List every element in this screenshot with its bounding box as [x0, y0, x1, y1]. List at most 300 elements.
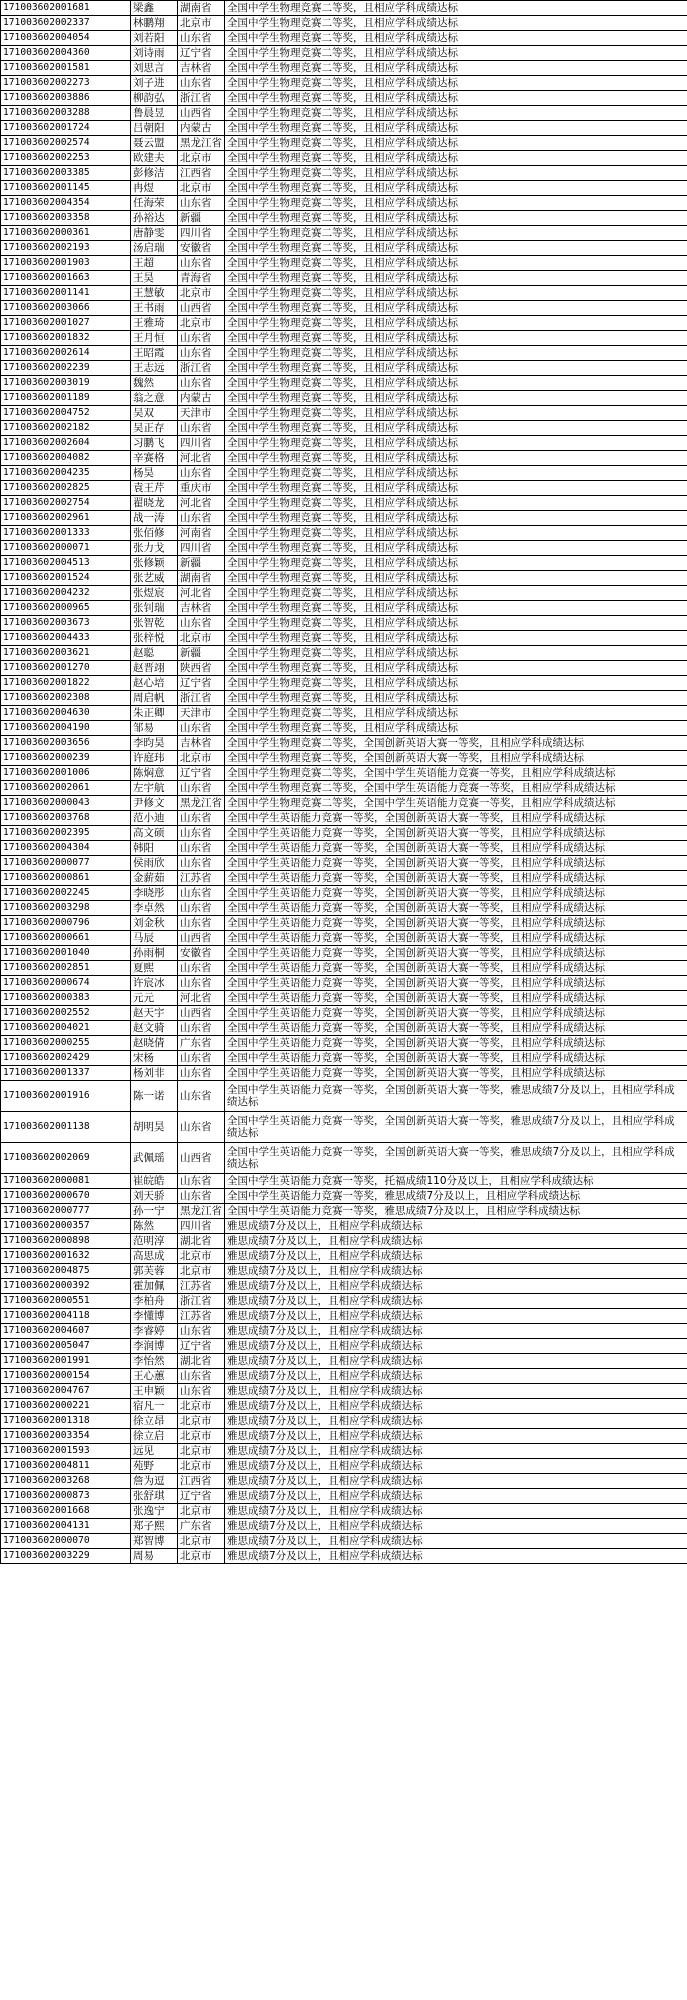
cell-exam-id: 171003602004082	[1, 451, 131, 466]
cell-name: 许庭玮	[131, 751, 178, 766]
table-row	[1, 1219, 687, 1234]
cell-award: 全国中学生物理竞赛二等奖，全国中学生英语能力竞赛一等奖，且相应学科成绩达标	[225, 796, 687, 811]
table-row	[1, 331, 687, 346]
cell-award: 全国中学生物理竞赛二等奖，且相应学科成绩达标	[225, 331, 687, 346]
cell-exam-id: 171003602002061	[1, 781, 131, 796]
cell-exam-id: 171003602000077	[1, 856, 131, 871]
table-row	[1, 946, 687, 961]
cell-exam-id: 171003602001333	[1, 526, 131, 541]
cell-name: 张佰修	[131, 526, 178, 541]
cell-province: 山东省	[178, 811, 225, 826]
cell-province: 北京市	[178, 181, 225, 196]
cell-name: 马辰	[131, 931, 178, 946]
table-row	[1, 436, 687, 451]
cell-province: 北京市	[178, 16, 225, 31]
cell-name: 辛赛格	[131, 451, 178, 466]
cell-province: 北京市	[178, 1459, 225, 1474]
cell-province: 辽宁省	[178, 766, 225, 781]
cell-award: 全国中学生物理竞赛二等奖，且相应学科成绩达标	[225, 46, 687, 61]
cell-exam-id: 171003602002193	[1, 241, 131, 256]
cell-award: 全国中学生物理竞赛二等奖，且相应学科成绩达标	[225, 406, 687, 421]
cell-province: 内蒙古	[178, 121, 225, 136]
cell-name: 王雅琦	[131, 316, 178, 331]
cell-exam-id: 171003602004607	[1, 1324, 131, 1339]
cell-award: 雅思成绩7分及以上，且相应学科成绩达标	[225, 1414, 687, 1429]
cell-exam-id: 171003602001337	[1, 1066, 131, 1081]
cell-name: 胡明昊	[131, 1112, 178, 1143]
table-row	[1, 1021, 687, 1036]
cell-name: 唐静雯	[131, 226, 178, 241]
table-row	[1, 241, 687, 256]
table-row	[1, 1324, 687, 1339]
cell-award: 全国中学生物理竞赛二等奖，且相应学科成绩达标	[225, 676, 687, 691]
table-row	[1, 451, 687, 466]
cell-exam-id: 171003602001141	[1, 286, 131, 301]
table-row	[1, 826, 687, 841]
table-row	[1, 1234, 687, 1249]
cell-award: 全国中学生物理竞赛二等奖，且相应学科成绩达标	[225, 31, 687, 46]
cell-award: 雅思成绩7分及以上，且相应学科成绩达标	[225, 1234, 687, 1249]
table-row	[1, 571, 687, 586]
cell-name: 张艺威	[131, 571, 178, 586]
cell-province: 黑龙江省	[178, 136, 225, 151]
cell-exam-id: 171003602004118	[1, 1309, 131, 1324]
cell-exam-id: 171003602000873	[1, 1489, 131, 1504]
table-row	[1, 466, 687, 481]
cell-award: 全国中学生英语能力竞赛一等奖，全国创新英语大赛一等奖，且相应学科成绩达标	[225, 1036, 687, 1051]
cell-exam-id: 171003602002825	[1, 481, 131, 496]
cell-exam-id: 171003602001991	[1, 1354, 131, 1369]
table-row	[1, 1279, 687, 1294]
cell-name: 冉煜	[131, 181, 178, 196]
cell-province: 辽宁省	[178, 1489, 225, 1504]
cell-exam-id: 171003602002574	[1, 136, 131, 151]
cell-name: 王慧敏	[131, 286, 178, 301]
cell-award: 雅思成绩7分及以上，且相应学科成绩达标	[225, 1519, 687, 1534]
table-row	[1, 316, 687, 331]
table-row	[1, 706, 687, 721]
cell-province: 北京市	[178, 631, 225, 646]
table-row	[1, 1429, 687, 1444]
cell-name: 吴双	[131, 406, 178, 421]
cell-name: 张钊瑞	[131, 601, 178, 616]
table-row	[1, 1384, 687, 1399]
table-row	[1, 721, 687, 736]
cell-province: 辽宁省	[178, 1339, 225, 1354]
cell-award: 全国中学生物理竞赛二等奖，且相应学科成绩达标	[225, 721, 687, 736]
table-row	[1, 691, 687, 706]
cell-name: 张舒琪	[131, 1489, 178, 1504]
cell-name: 赵文骑	[131, 1021, 178, 1036]
table-row	[1, 811, 687, 826]
table-row	[1, 961, 687, 976]
table-row	[1, 1143, 687, 1174]
table-row	[1, 991, 687, 1006]
cell-name: 赵晓倩	[131, 1036, 178, 1051]
cell-province: 山东省	[178, 1021, 225, 1036]
cell-award: 全国中学生英语能力竞赛一等奖，雅思成绩7分及以上，且相应学科成绩达标	[225, 1204, 687, 1219]
cell-exam-id: 171003602003768	[1, 811, 131, 826]
cell-name: 左宇航	[131, 781, 178, 796]
table-row	[1, 1174, 687, 1189]
cell-award: 全国中学生物理竞赛二等奖，且相应学科成绩达标	[225, 556, 687, 571]
cell-exam-id: 171003602001663	[1, 271, 131, 286]
cell-exam-id: 171003602002182	[1, 421, 131, 436]
cell-province: 山东省	[178, 886, 225, 901]
table-row	[1, 931, 687, 946]
table-row	[1, 916, 687, 931]
table-row	[1, 406, 687, 421]
cell-exam-id: 171003602004875	[1, 1264, 131, 1279]
cell-name: 李怡然	[131, 1354, 178, 1369]
table-row	[1, 361, 687, 376]
cell-name: 武佩瑶	[131, 1143, 178, 1174]
cell-province: 北京市	[178, 1399, 225, 1414]
cell-exam-id: 171003602004752	[1, 406, 131, 421]
cell-province: 青海省	[178, 271, 225, 286]
cell-name: 张力戈	[131, 541, 178, 556]
cell-exam-id: 171003602004021	[1, 1021, 131, 1036]
cell-province: 北京市	[178, 1249, 225, 1264]
cell-award: 全国中学生英语能力竞赛一等奖，全国创新英语大赛一等奖，且相应学科成绩达标	[225, 841, 687, 856]
cell-province: 辽宁省	[178, 46, 225, 61]
table-row	[1, 1264, 687, 1279]
cell-exam-id: 171003602001524	[1, 571, 131, 586]
cell-award: 雅思成绩7分及以上，且相应学科成绩达标	[225, 1504, 687, 1519]
table-row	[1, 1006, 687, 1021]
table-row	[1, 871, 687, 886]
cell-exam-id: 171003602002069	[1, 1143, 131, 1174]
cell-award: 全国中学生英语能力竞赛一等奖，全国创新英语大赛一等奖，雅思成绩7分及以上，且相应学科成绩达标	[225, 1081, 687, 1112]
cell-name: 陈然	[131, 1219, 178, 1234]
cell-province: 河南省	[178, 526, 225, 541]
cell-province: 黑龙江省	[178, 1204, 225, 1219]
cell-award: 全国中学生物理竞赛二等奖，且相应学科成绩达标	[225, 571, 687, 586]
cell-name: 李昀昊	[131, 736, 178, 751]
cell-name: 詹为逗	[131, 1474, 178, 1489]
cell-name: 许宸冰	[131, 976, 178, 991]
cell-exam-id: 171003602000043	[1, 796, 131, 811]
cell-province: 山东省	[178, 616, 225, 631]
table-row	[1, 256, 687, 271]
table-row	[1, 286, 687, 301]
cell-exam-id: 171003602003673	[1, 616, 131, 631]
table-row	[1, 271, 687, 286]
cell-name: 刘天骄	[131, 1189, 178, 1204]
cell-name: 孙一宁	[131, 1204, 178, 1219]
cell-exam-id: 171003602004630	[1, 706, 131, 721]
cell-name: 陈焖意	[131, 766, 178, 781]
cell-exam-id: 171003602001724	[1, 121, 131, 136]
cell-name: 邹易	[131, 721, 178, 736]
cell-exam-id: 171003602000777	[1, 1204, 131, 1219]
table-row	[1, 601, 687, 616]
cell-name: 袁王芹	[131, 481, 178, 496]
cell-award: 全国中学生物理竞赛二等奖，且相应学科成绩达标	[225, 241, 687, 256]
table-row	[1, 511, 687, 526]
cell-award: 雅思成绩7分及以上，且相应学科成绩达标	[225, 1294, 687, 1309]
cell-award: 全国中学生物理竞赛二等奖，且相应学科成绩达标	[225, 526, 687, 541]
cell-award: 全国中学生英语能力竞赛一等奖，全国创新英语大赛一等奖，且相应学科成绩达标	[225, 811, 687, 826]
cell-exam-id: 171003602004131	[1, 1519, 131, 1534]
cell-province: 吉林省	[178, 61, 225, 76]
cell-name: 战一涛	[131, 511, 178, 526]
cell-award: 全国中学生英语能力竞赛一等奖，全国创新英语大赛一等奖，且相应学科成绩达标	[225, 916, 687, 931]
cell-exam-id: 171003602003288	[1, 106, 131, 121]
cell-exam-id: 171003602003886	[1, 91, 131, 106]
cell-exam-id: 171003602000551	[1, 1294, 131, 1309]
cell-award: 雅思成绩7分及以上，且相应学科成绩达标	[225, 1549, 687, 1564]
cell-exam-id: 171003602003066	[1, 301, 131, 316]
cell-award: 雅思成绩7分及以上，且相应学科成绩达标	[225, 1474, 687, 1489]
table-row	[1, 181, 687, 196]
cell-award: 雅思成绩7分及以上，且相应学科成绩达标	[225, 1249, 687, 1264]
cell-award: 全国中学生物理竞赛二等奖，且相应学科成绩达标	[225, 16, 687, 31]
cell-name: 汤启瑞	[131, 241, 178, 256]
cell-award: 全国中学生物理竞赛二等奖，且相应学科成绩达标	[225, 646, 687, 661]
cell-province: 北京市	[178, 316, 225, 331]
cell-award: 全国中学生英语能力竞赛一等奖，全国创新英语大赛一等奖，且相应学科成绩达标	[225, 901, 687, 916]
cell-province: 湖北省	[178, 1234, 225, 1249]
cell-name: 宋杨	[131, 1051, 178, 1066]
table-row	[1, 796, 687, 811]
cell-award: 全国中学生物理竞赛二等奖，且相应学科成绩达标	[225, 226, 687, 241]
cell-exam-id: 171003602004354	[1, 196, 131, 211]
cell-province: 山东省	[178, 196, 225, 211]
table-row	[1, 1549, 687, 1564]
cell-award: 雅思成绩7分及以上，且相应学科成绩达标	[225, 1324, 687, 1339]
cell-award: 雅思成绩7分及以上，且相应学科成绩达标	[225, 1354, 687, 1369]
cell-award: 全国中学生物理竞赛二等奖，且相应学科成绩达标	[225, 541, 687, 556]
cell-exam-id: 171003602003656	[1, 736, 131, 751]
cell-award: 全国中学生物理竞赛二等奖，且相应学科成绩达标	[225, 421, 687, 436]
cell-exam-id: 171003602002245	[1, 886, 131, 901]
cell-province: 山东省	[178, 1384, 225, 1399]
cell-name: 刘金秋	[131, 916, 178, 931]
table-row	[1, 421, 687, 436]
cell-province: 河北省	[178, 991, 225, 1006]
cell-province: 湖南省	[178, 571, 225, 586]
cell-name: 刘思言	[131, 61, 178, 76]
cell-award: 全国中学生物理竞赛二等奖，且相应学科成绩达标	[225, 316, 687, 331]
cell-name: 吕朝阳	[131, 121, 178, 136]
table-row	[1, 346, 687, 361]
cell-province: 湖南省	[178, 1, 225, 16]
cell-province: 河北省	[178, 586, 225, 601]
cell-name: 杨刘非	[131, 1066, 178, 1081]
cell-exam-id: 171003602000154	[1, 1369, 131, 1384]
cell-exam-id: 171003602002552	[1, 1006, 131, 1021]
cell-name: 王志远	[131, 361, 178, 376]
cell-province: 山东省	[178, 31, 225, 46]
cell-award: 全国中学生物理竞赛二等奖，且相应学科成绩达标	[225, 496, 687, 511]
cell-name: 张煜宸	[131, 586, 178, 601]
cell-province: 山东省	[178, 76, 225, 91]
cell-award: 全国中学生英语能力竞赛一等奖，雅思成绩7分及以上，且相应学科成绩达标	[225, 1189, 687, 1204]
cell-award: 全国中学生物理竞赛二等奖，且相应学科成绩达标	[225, 586, 687, 601]
table-row	[1, 766, 687, 781]
table-row	[1, 1399, 687, 1414]
cell-award: 全国中学生物理竞赛二等奖，且相应学科成绩达标	[225, 211, 687, 226]
cell-province: 新疆	[178, 211, 225, 226]
cell-name: 夏熙	[131, 961, 178, 976]
cell-exam-id: 171003602000898	[1, 1234, 131, 1249]
cell-exam-id: 171003602001632	[1, 1249, 131, 1264]
cell-name: 李润博	[131, 1339, 178, 1354]
cell-province: 山东省	[178, 1066, 225, 1081]
cell-name: 梁鑫	[131, 1, 178, 16]
cell-name: 刘诗雨	[131, 46, 178, 61]
table-row	[1, 46, 687, 61]
cell-award: 全国中学生物理竞赛二等奖，且相应学科成绩达标	[225, 691, 687, 706]
cell-award: 全国中学生物理竞赛二等奖，且相应学科成绩达标	[225, 436, 687, 451]
cell-name: 韩阳	[131, 841, 178, 856]
cell-province: 四川省	[178, 226, 225, 241]
cell-province: 山东省	[178, 256, 225, 271]
cell-exam-id: 171003602000392	[1, 1279, 131, 1294]
cell-exam-id: 171003602000221	[1, 1399, 131, 1414]
cell-province: 安徽省	[178, 241, 225, 256]
table-row	[1, 121, 687, 136]
cell-award: 全国中学生物理竞赛二等奖，全国中学生英语能力竞赛一等奖，且相应学科成绩达标	[225, 766, 687, 781]
cell-name: 尹修文	[131, 796, 178, 811]
cell-province: 内蒙古	[178, 391, 225, 406]
cell-exam-id: 171003602004235	[1, 466, 131, 481]
cell-name: 宿凡一	[131, 1399, 178, 1414]
table-row	[1, 631, 687, 646]
cell-exam-id: 171003602000861	[1, 871, 131, 886]
cell-province: 山东省	[178, 976, 225, 991]
cell-award: 全国中学生物理竞赛二等奖，且相应学科成绩达标	[225, 481, 687, 496]
cell-province: 山东省	[178, 331, 225, 346]
cell-exam-id: 171003602000361	[1, 226, 131, 241]
cell-name: 张修颖	[131, 556, 178, 571]
cell-name: 王申颖	[131, 1384, 178, 1399]
cell-province: 山东省	[178, 721, 225, 736]
cell-exam-id: 171003602000674	[1, 976, 131, 991]
cell-name: 王昊	[131, 271, 178, 286]
table-row	[1, 1474, 687, 1489]
cell-name: 习鹏飞	[131, 436, 178, 451]
table-row	[1, 586, 687, 601]
table-row	[1, 556, 687, 571]
cell-exam-id: 171003602002337	[1, 16, 131, 31]
cell-award: 全国中学生物理竞赛二等奖，且相应学科成绩达标	[225, 601, 687, 616]
table-row	[1, 1294, 687, 1309]
cell-award: 全国中学生物理竞赛二等奖，且相应学科成绩达标	[225, 256, 687, 271]
cell-province: 山东省	[178, 901, 225, 916]
cell-exam-id: 171003602001593	[1, 1444, 131, 1459]
table-row	[1, 1, 687, 16]
cell-name: 周易	[131, 1549, 178, 1564]
cell-name: 王心蕙	[131, 1369, 178, 1384]
cell-award: 全国中学生物理竞赛二等奖，且相应学科成绩达标	[225, 76, 687, 91]
table-row	[1, 376, 687, 391]
cell-exam-id: 171003602004433	[1, 631, 131, 646]
table-row	[1, 166, 687, 181]
cell-name: 侯雨欣	[131, 856, 178, 871]
cell-award: 全国中学生英语能力竞赛一等奖，全国创新英语大赛一等奖，雅思成绩7分及以上，且相应学科成绩达标	[225, 1112, 687, 1143]
cell-award: 全国中学生英语能力竞赛一等奖，全国创新英语大赛一等奖，且相应学科成绩达标	[225, 1006, 687, 1021]
cell-name: 郑子熙	[131, 1519, 178, 1534]
cell-province: 山东省	[178, 466, 225, 481]
cell-province: 山西省	[178, 106, 225, 121]
cell-name: 王月恒	[131, 331, 178, 346]
cell-award: 雅思成绩7分及以上，且相应学科成绩达标	[225, 1399, 687, 1414]
cell-exam-id: 171003602001145	[1, 181, 131, 196]
table-row	[1, 301, 687, 316]
cell-name: 柳韵弘	[131, 91, 178, 106]
cell-exam-id: 171003602001006	[1, 766, 131, 781]
cell-name: 李卓然	[131, 901, 178, 916]
cell-province: 河北省	[178, 496, 225, 511]
cell-province: 四川省	[178, 541, 225, 556]
cell-province: 北京市	[178, 1549, 225, 1564]
table-row	[1, 1519, 687, 1534]
cell-province: 山东省	[178, 1174, 225, 1189]
cell-name: 苑野	[131, 1459, 178, 1474]
cell-award: 全国中学生英语能力竞赛一等奖，全国创新英语大赛一等奖，且相应学科成绩达标	[225, 826, 687, 841]
cell-province: 山西省	[178, 1143, 225, 1174]
cell-name: 霍加佩	[131, 1279, 178, 1294]
cell-province: 山东省	[178, 1324, 225, 1339]
cell-exam-id: 171003602001822	[1, 676, 131, 691]
cell-award: 雅思成绩7分及以上，且相应学科成绩达标	[225, 1489, 687, 1504]
cell-province: 浙江省	[178, 1294, 225, 1309]
table-row	[1, 781, 687, 796]
cell-name: 翟晓龙	[131, 496, 178, 511]
cell-award: 全国中学生物理竞赛二等奖，且相应学科成绩达标	[225, 91, 687, 106]
cell-award: 雅思成绩7分及以上，且相应学科成绩达标	[225, 1459, 687, 1474]
cell-name: 范小迪	[131, 811, 178, 826]
cell-province: 北京市	[178, 286, 225, 301]
cell-name: 欧建夫	[131, 151, 178, 166]
table-row	[1, 1112, 687, 1143]
cell-exam-id: 171003602004054	[1, 31, 131, 46]
cell-province: 江西省	[178, 166, 225, 181]
cell-province: 四川省	[178, 1219, 225, 1234]
cell-province: 浙江省	[178, 691, 225, 706]
cell-award: 全国中学生物理竞赛二等奖，且相应学科成绩达标	[225, 376, 687, 391]
cell-name: 郑智博	[131, 1534, 178, 1549]
cell-province: 山东省	[178, 421, 225, 436]
cell-name: 孙雨桐	[131, 946, 178, 961]
cell-award: 全国中学生物理竞赛二等奖，且相应学科成绩达标	[225, 151, 687, 166]
table-row	[1, 1354, 687, 1369]
cell-exam-id: 171003602001916	[1, 1081, 131, 1112]
cell-province: 山西省	[178, 931, 225, 946]
cell-award: 全国中学生英语能力竞赛一等奖，全国创新英语大赛一等奖，雅思成绩7分及以上，且相应学科成绩达标	[225, 1143, 687, 1174]
cell-exam-id: 171003602002614	[1, 346, 131, 361]
cell-award: 全国中学生物理竞赛二等奖，且相应学科成绩达标	[225, 466, 687, 481]
cell-award: 全国中学生物理竞赛二等奖，且相应学科成绩达标	[225, 361, 687, 376]
cell-award: 全国中学生物理竞赛二等奖，全国创新英语大赛一等奖，且相应学科成绩达标	[225, 736, 687, 751]
table-row	[1, 616, 687, 631]
cell-province: 山东省	[178, 346, 225, 361]
cell-award: 雅思成绩7分及以上，且相应学科成绩达标	[225, 1309, 687, 1324]
cell-exam-id: 171003602003385	[1, 166, 131, 181]
cell-province: 北京市	[178, 1504, 225, 1519]
cell-award: 雅思成绩7分及以上，且相应学科成绩达标	[225, 1219, 687, 1234]
cell-award: 雅思成绩7分及以上，且相应学科成绩达标	[225, 1444, 687, 1459]
table-row	[1, 1504, 687, 1519]
cell-award: 全国中学生物理竞赛二等奖，且相应学科成绩达标	[225, 136, 687, 151]
table-row	[1, 91, 687, 106]
cell-exam-id: 171003602004513	[1, 556, 131, 571]
cell-award: 全国中学生英语能力竞赛一等奖，全国创新英语大赛一等奖，且相应学科成绩达标	[225, 946, 687, 961]
cell-exam-id: 171003602002429	[1, 1051, 131, 1066]
table-row	[1, 136, 687, 151]
